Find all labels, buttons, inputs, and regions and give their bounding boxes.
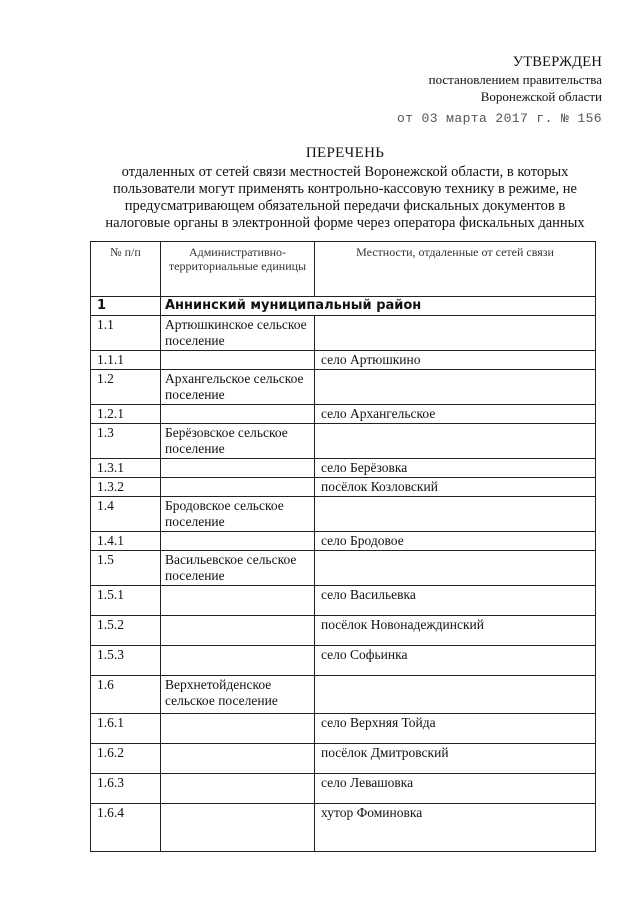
row-location: село Бродовое [315, 532, 596, 551]
header-unit: Административно-территориальные единицы [161, 242, 315, 297]
district-num: 1 [91, 297, 161, 316]
row-location: село Васильевка [315, 586, 596, 616]
row-unit: Артюшкинское сельское поселение [161, 316, 315, 351]
table-row [91, 424, 596, 459]
table-body [91, 297, 596, 852]
table-row [91, 551, 596, 586]
row-num: 1.4.1 [91, 532, 161, 551]
row-location [315, 676, 596, 714]
row-num: 1.4 [91, 497, 161, 532]
document-heading [80, 145, 610, 232]
row-unit: Верхнетойденское сельское поселение [161, 676, 315, 714]
district-row [91, 297, 596, 316]
row-unit [161, 774, 315, 804]
table-row [91, 351, 596, 370]
row-location: село Софьинка [315, 646, 596, 676]
row-location: посёлок Новонадеждинский [315, 616, 596, 646]
row-unit [161, 744, 315, 774]
row-num: 1.6.2 [91, 744, 161, 774]
row-location: посёлок Дмитровский [315, 744, 596, 774]
row-unit [161, 586, 315, 616]
row-num: 1.5.3 [91, 646, 161, 676]
row-location [315, 316, 596, 351]
row-num: 1.1 [91, 316, 161, 351]
row-unit: Архангельское сельское поселение [161, 370, 315, 405]
row-location [315, 497, 596, 532]
header-location: Местности, отдаленные от сетей связи [315, 242, 596, 297]
row-location [315, 424, 596, 459]
document-title: ПЕРЕЧЕНЬ [305, 145, 385, 161]
table-row [91, 459, 596, 478]
row-unit [161, 804, 315, 852]
row-location: посёлок Козловский [315, 478, 596, 497]
row-num: 1.2 [91, 370, 161, 405]
row-num: 1.3 [91, 424, 161, 459]
row-unit: Берёзовское сельское поселение [161, 424, 315, 459]
approval-line-2: Воронежской области [480, 89, 602, 104]
row-unit: Васильевское сельское поселение [161, 551, 315, 586]
row-location: село Левашовка [315, 774, 596, 804]
table-row [91, 744, 596, 774]
table-row [91, 714, 596, 744]
row-unit [161, 459, 315, 478]
row-num: 1.6 [91, 676, 161, 714]
table-row [91, 804, 596, 852]
table-row [91, 616, 596, 646]
row-unit [161, 405, 315, 424]
approval-title: УТВЕРЖДЕН [512, 54, 602, 70]
row-unit [161, 714, 315, 744]
row-num: 1.3.1 [91, 459, 161, 478]
row-num: 1.6.3 [91, 774, 161, 804]
table-row [91, 586, 596, 616]
row-location: село Верхняя Тойда [315, 714, 596, 744]
row-location [315, 370, 596, 405]
row-num: 1.1.1 [91, 351, 161, 370]
row-num: 1.3.2 [91, 478, 161, 497]
table-row [91, 478, 596, 497]
row-location: хутор Фоминовка [315, 804, 596, 852]
table-row [91, 676, 596, 714]
approval-date-line: от 03 марта 2017 г. № 156 [396, 111, 602, 126]
locations-table [90, 241, 596, 852]
approval-line-1: постановлением правительства [428, 72, 602, 87]
row-num: 1.2.1 [91, 405, 161, 424]
approval-block [397, 54, 602, 127]
district-name: Аннинский муниципальный район [161, 297, 596, 316]
row-num: 1.5 [91, 551, 161, 586]
header-num: № п/п [91, 242, 161, 297]
row-num: 1.6.1 [91, 714, 161, 744]
row-unit [161, 532, 315, 551]
table-header-row [91, 242, 596, 297]
document-subtitle-line: налоговые органы в электронной форме через оператора фискальных данных [105, 215, 585, 231]
table-row [91, 532, 596, 551]
row-unit [161, 616, 315, 646]
document-subtitle-line: отдаленных от сетей связи местностей Воронежской области, в которых [121, 164, 569, 180]
table-row [91, 370, 596, 405]
row-location: село Берёзовка [315, 459, 596, 478]
row-num: 1.5.1 [91, 586, 161, 616]
document-subtitle-line: предусматривающем обязательной передачи фискальных документов в [124, 198, 566, 214]
table-row [91, 646, 596, 676]
row-num: 1.5.2 [91, 616, 161, 646]
row-location [315, 551, 596, 586]
row-unit [161, 646, 315, 676]
table-row [91, 405, 596, 424]
table-row [91, 316, 596, 351]
table-row [91, 774, 596, 804]
row-unit [161, 478, 315, 497]
row-unit [161, 351, 315, 370]
table-row [91, 497, 596, 532]
row-num: 1.6.4 [91, 804, 161, 852]
row-location: село Архангельское [315, 405, 596, 424]
row-location: село Артюшкино [315, 351, 596, 370]
row-unit: Бродовское сельское поселение [161, 497, 315, 532]
document-subtitle-line: пользователи могут применять контрольно-кассовую технику в режиме, не [113, 181, 577, 197]
